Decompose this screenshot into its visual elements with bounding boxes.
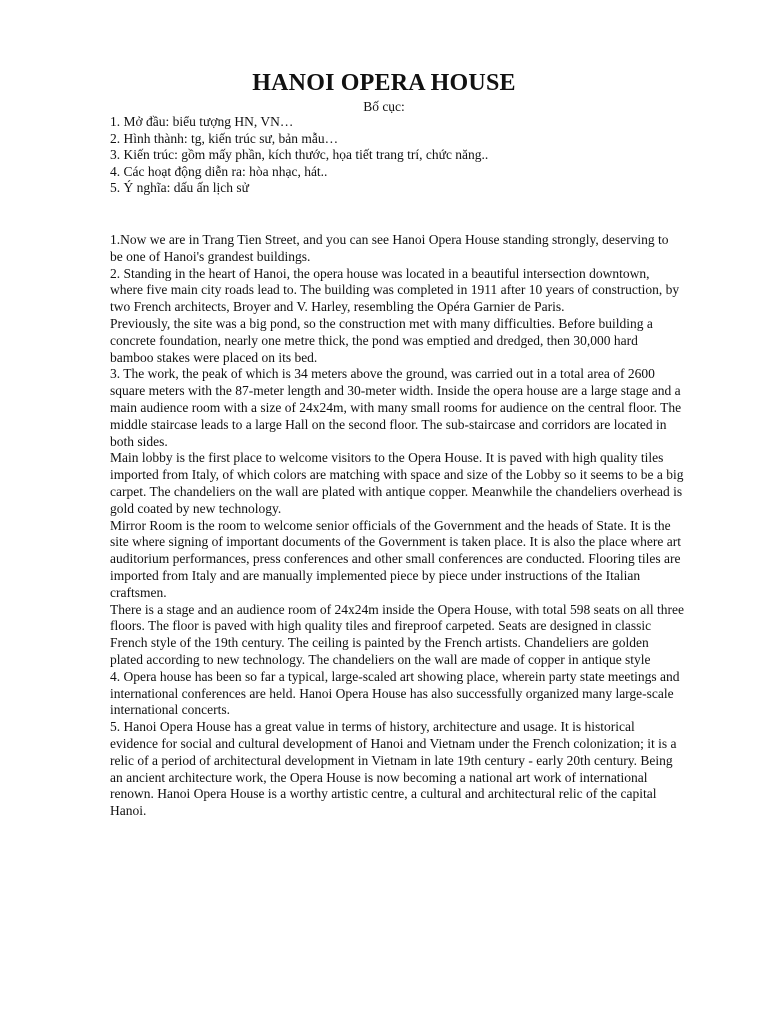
- paragraph-intro: 1.Now we are in Trang Tien Street, and you can see Hanoi Opera House standing strongly, deserving to be one of Hanoi's grandest buildings.: [110, 232, 669, 264]
- paragraph-significance: 5. Hanoi Opera House has a great value in terms of history, architecture and usage. It is historical evidence for social and cultural development of Hanoi and Vietnam under the French colonization; it is a relic of a period of architectural development in Vietnam in late 19th century - early 20th century. Being an ancient architecture work, the Opera House is now becoming a national art work of international renown. Hanoi Opera House is a worthy artistic centre, a cultural and architectural relic of the capital Hanoi.: [110, 719, 677, 819]
- outline-item: 4. Các hoạt động diễn ra: hòa nhạc, hát..: [110, 163, 328, 179]
- page-title: HANOI OPERA HOUSE: [252, 70, 516, 96]
- outline-item: 2. Hình thành: tg, kiến trúc sư, bản mẫu…: [110, 130, 339, 146]
- outline-item: 1. Mở đầu: biểu tượng HN, VN…: [110, 114, 294, 129]
- paragraph-activities: 4. Opera house has been so far a typical, large-scaled art showing place, wherein party state meetings and international conferences are held. Hanoi Opera House has also successfully organized many large-scale international concerts.: [110, 668, 680, 718]
- paragraph-location: 2. Standing in the heart of Hanoi, the opera house was located in a beautiful intersection downtown, where five main city roads lead to. The building was completed in 1911 after 10 years of construction, by two French architects, Broyer and V. Harley, resembling the Opéra Garnier de Paris.: [110, 265, 680, 315]
- paragraph-stage: There is a stage and an audience room of 24x24m inside the Opera House, with total 598 seats on all three floors. The floor is paved with high quality tiles and fireproof carpeted. Seats are designed in classic French style of the 19th century. The ceiling is painted by the French artists. Chandeliers are golden plated according to new technology. The chandeliers on the wall are made of copper in antique style: [110, 601, 684, 667]
- outline-list: [110, 114, 670, 197]
- outline-item: 5. Ý nghĩa: dấu ấn lịch sử: [110, 180, 249, 196]
- body-text: [110, 232, 684, 820]
- outline-heading: Bố cục:: [363, 99, 405, 114]
- paragraph-mirror-room: Mirror Room is the room to welcome senior officials of the Government and the heads of State. It is the site where signing of important documents of the Government is taken place. It is also the place where art auditorium performances, press conferences and other small conferences are conducted. Flooring tiles are imported from Italy and are manually implemented piece by piece under instructions of the Italian craftsmen.: [110, 517, 681, 600]
- paragraph-main-lobby: Main lobby is the first place to welcome visitors to the Opera House. It is paved with high quality tiles imported from Italy, of which colors are matching with space and size of the Lobby so it seems to be a big carpet. The chandeliers on the wall are plated with antique copper. Meanwhile the chandeliers overhead is gold coated by new technology.: [110, 450, 684, 516]
- paragraph-site-history: Previously, the site was a big pond, so the construction met with many difficulties. Before building a concrete foundation, nearly one metre thick, the pond was emptied and dredged, then 30,000 hard bamboo stakes were placed on its bed.: [110, 315, 653, 365]
- outline-item: 3. Kiến trúc: gồm mấy phần, kích thước, họa tiết trang trí, chức năng..: [110, 147, 489, 163]
- paragraph-architecture: 3. The work, the peak of which is 34 meters above the ground, was carried out in a total area of 2600 square meters with the 87-meter length and 30-meter width. Inside the opera house are a large stage and a main audience room with a size of 24x24m, with many small rooms for audience on the central floor. The middle staircase leads to a large Hall on the second floor. The sub-staircase and corridors are located in both sides.: [110, 366, 682, 449]
